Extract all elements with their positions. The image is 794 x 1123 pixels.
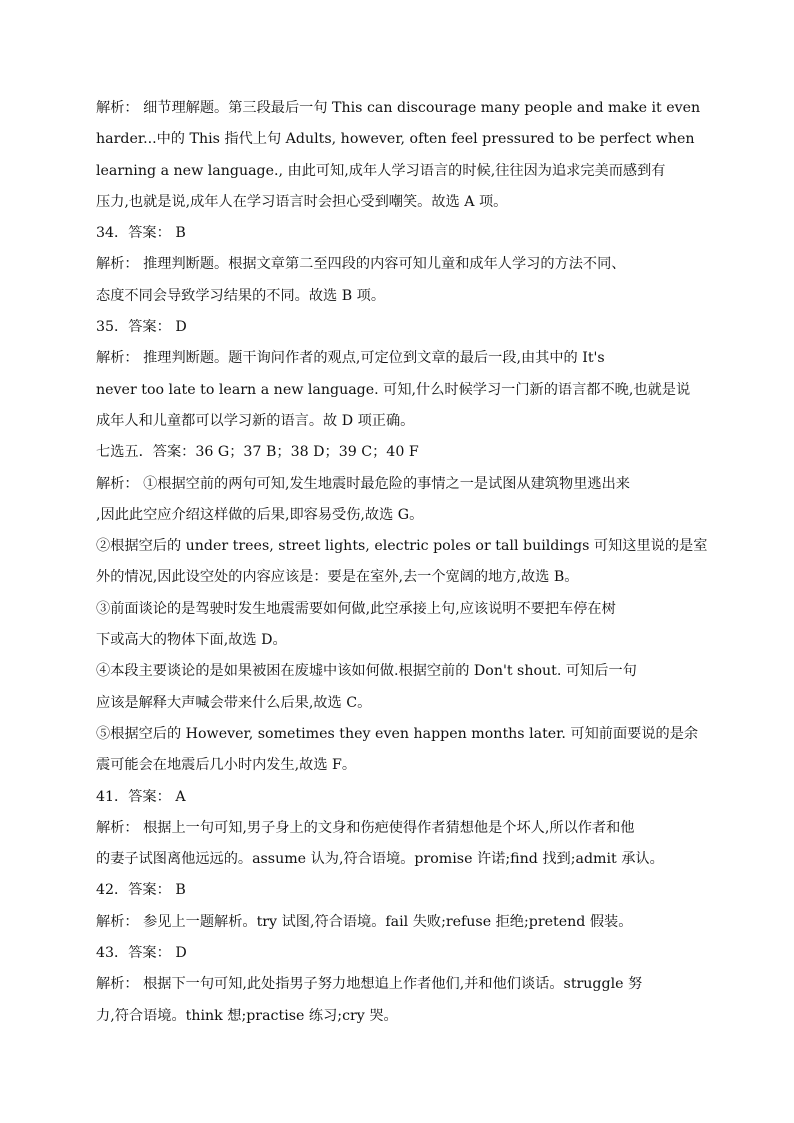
answer-line-34: 34．答案： B xyxy=(96,225,186,242)
answer-line-seven-choose-five: 七选五．答案：36 G；37 B；38 D；39 C；40 F xyxy=(96,444,419,461)
text-line: ⑤根据空后的 However, sometimes they even happen months later. 可知前面要说的是余 xyxy=(96,725,699,742)
text-line: ②根据空后的 under trees, street lights, electric poles or tall buildings 可知这里说的是室 xyxy=(96,538,708,555)
answer-explanations xyxy=(96,93,708,1032)
answer-line-43: 43．答案： D xyxy=(96,945,187,962)
text-line: 的妻子试图离他远远的。assume 认为,符合语境。promise 许诺;find 找到;admit 承认。 xyxy=(96,851,664,868)
text-line: 解析： 根据上一句可知,男子身上的文身和伤疤使得作者猜想他是个坏人,所以作者和他 xyxy=(96,819,635,836)
text-line: 解析： 推理判断题。题干询问作者的观点,可定位到文章的最后一段,由其中的 It's xyxy=(96,350,605,367)
text-line: 解析： 根据下一句可知,此处指男子努力地想追上作者他们,并和他们谈话。struggle 努 xyxy=(96,976,643,993)
answer-line-35: 35．答案： D xyxy=(96,319,187,336)
text-line: ,因此此空应介绍这样做的后果,即容易受伤,故选 G。 xyxy=(96,506,424,523)
text-line: 震可能会在地震后几小时内发生,故选 F。 xyxy=(96,757,357,774)
text-line: 压力,也就是说,成年人在学习语言时会担心受到嘲笑。故选 A 项。 xyxy=(96,193,508,210)
answer-line-41: 41．答案： A xyxy=(96,788,186,805)
text-line: 解析： ①根据空前的两句可知,发生地震时最危险的事情之一是试图从建筑物里逃出来 xyxy=(96,475,630,492)
text-line: 成年人和儿童都可以学习新的语言。故 D 项正确。 xyxy=(96,412,415,429)
text-line: 态度不同会导致学习结果的不同。故选 B 项。 xyxy=(96,287,386,304)
text-line: ③前面谈论的是驾驶时发生地震需要如何做,此空承接上句,应该说明不要把车停在树 xyxy=(96,600,616,617)
text-line: learning a new language., 由此可知,成年人学习语言的时候,往往因为追求完美而感到有 xyxy=(96,162,666,179)
answer-line-42: 42．答案： B xyxy=(96,882,186,899)
text-line: 下或高大的物体下面,故选 D。 xyxy=(96,632,287,649)
text-line: 解析： 推理判断题。根据文章第二至四段的内容可知儿童和成年人学习的方法不同、 xyxy=(96,256,626,273)
text-line: never too late to learn a new language. 可知,什么时候学习一门新的语言都不晚,也就是说 xyxy=(96,381,691,398)
text-line: 应该是解释大声喊会带来什么后果,故选 C。 xyxy=(96,694,372,711)
text-line: harder...中的 This 指代上句 Adults, however, often feel pressured to be perfect when xyxy=(96,131,695,148)
text-line: 解析： 细节理解题。第三段最后一句 This can discourage many people and make it even xyxy=(96,100,701,116)
text-line: 力,符合语境。think 想;practise 练习;cry 哭。 xyxy=(96,1007,398,1024)
text-line: ④本段主要谈论的是如果被困在废墟中该如何做.根据空前的 Don't shout. 可知后一句 xyxy=(96,663,637,680)
text-line: 外的情况,因此设空处的内容应该是：要是在室外,去一个宽阔的地方,故选 B。 xyxy=(96,569,579,586)
text-line: 解析： 参见上一题解析。try 试图,符合语境。fail 失败;refuse 拒绝;pretend 假装。 xyxy=(96,913,633,930)
